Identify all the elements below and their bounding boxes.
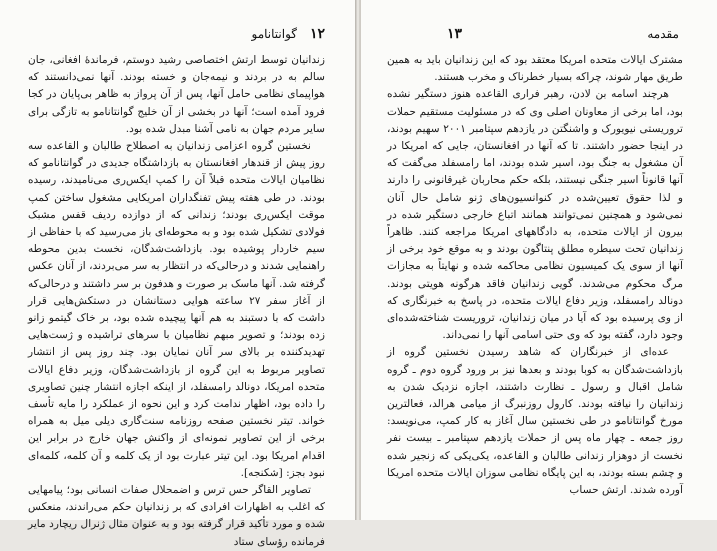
paragraph: عده‌ای از خبرنگاران که شاهد رسیدن نخستین گروه از بازداشت‌شدگان به کوبا بودند و بعدها نیز بر ورود گروه دوم ـ گروه شامل اقبال و رسول ـ نظارت داشتند، اجازه نزدیک شدن به زندانیان را نیافته بودند. کارول روزنبرگ از میامی هرالد، فعالترین مورخ گوانتانامو در طی نخستین سال آغاز به کار کمپ، می‌نویسد: روز جمعه ـ چهار ماه پس از حملات یازدهم سپتامبر ـ بیست نفر نخست از دوهزار زندانی طالبان و القاعده، یکی‌یکی که زنجیر شده و چشم بسته بودند، به این پایگاه نظامی سوزان ایالات متحده امریکا آورده شدند. ارتش حساب bbox=[387, 346, 683, 497]
paragraph: هرچند اسامه بن لادن، رهبر فراری القاعده هنوز دستگیر نشده بود، اما برخی از معاونان اصلی وی که در مسئولیت مستقیم حملات تروریستی نیویورک و واشنگتن در یازدهم سپتامبر ۲۰۰۱ سهیم بودند، در اینجا حضور داشتند. تا که آنها در افغانستان، جایی که امریکا در آن مشغول به جنگ بود، اسیر شده بودند، اما رامسفلد می‌گفت که آنها قانوناً اسیر جنگی نیستند، بلکه حکم محاربان غیرقانونی را دارند و لذا حقوق تعیین‌شده در کنوانسیون‌های ژنو شامل حال آنان نمی‌شود و همچنین نمی‌توانند همانند اتباع خارجی دستگیر شده در بیرون از ایالات متحده، به دادگاههای امریکا مراجعه کنند. ظاهراً زندانیان تحت سیطره مطلق پنتاگون بودند و به موقع خود برخی از آنها از سوی یک کمیسیون نظامی محاکمه شده و نهایتاً به مجازات مرگ محکوم می‌شدند. گویی زندانیان فاقد هرگونه هویتی بودند. دونالد رامسفلد، وزیر دفاع ایالات متحده، در پاسخ به خبرنگاری که از وی پرسیده بود که آیا در میان زندانیان، تروریست شناخته‌شده‌ای وجود دارد، گفته بود که وی حتی اسامی آنها را نمی‌داند. bbox=[387, 88, 683, 342]
page-number: ۱۲ bbox=[309, 26, 325, 42]
right-page bbox=[360, 0, 717, 520]
running-title: مقدمه bbox=[647, 27, 679, 41]
right-page-body bbox=[387, 52, 683, 499]
right-page-header bbox=[387, 26, 679, 48]
paragraph: نخستین گروه اعزامی زندانیان به اصطلاح طالبان و القاعده سه روز پیش از قندهار افغانستان به بازداشتگاه جدیدی در گوانتانامو که نظامیان ایالات متحده قبلاً آن را کمپ ایکس‌ری می‌نامیدند، رسیده بودند. در طی هفته پیش تفنگداران امریکایی مشغول ساختن کمپ موقت ایکس‌ری بودند؛ زندانی که از دوازده ردیف قفس مشبک فولادی تشکیل شده بود و به محوطه‌ای باز می‌رسید که با حفاظی از سیم خاردار پوشیده بود. بازداشت‌شدگان، نخست بدین محوطه راهنمایی شدند و درحالی‌که در انتظار به سر می‌بردند، از آنان عکس گرفته شد. آنها ماسک بر صورت و هدفون بر سر داشتند و درحالی‌که از آغاز سفر ۲۷ ساعته هوایی دستانشان در دستکش‌هایی قرار داشت که با دستبند به هم آنها پیچیده شده بود، بر خاک گیتمو زانو زده بودند؛ و تصویر مبهم نظامیان با سرهای تراشیده و ژست‌هایی تهدیدکننده بر بالای سر آنان نمایان بود. چند روز پس از انتشار تصاویر مربوط به این گروه از بازداشت‌شدگان، وزیر دفاع ایالات متحده امریکا، دونالد رامسفلد، از اینکه اجازه انتشار چنین تصاویری را داده بود، اظهار ندامت کرد و این نحوه از عملکرد را مایه تأسف خواند. تیتر نخستین صفحه روزنامه سنت‌گاری دیلی میل به همراه برخی از این تصاویر نمونه‌ای از واکنش جهان خارج در برابر این اقدام امریکا بود. این تیتر عبارت بود از یک کلمه و آن کلمه، کلمه‌ای نبود بجز: [شکنجه]. bbox=[28, 140, 325, 479]
running-title: گوانتانامو bbox=[251, 27, 297, 41]
left-page-body bbox=[28, 52, 325, 551]
paragraph: تصاویر القاگر حس ترس و اضمحلال صفات انسانی بود؛ پیامهایی که اغلب به اظهارات افرادی که بر زندانیان حکم می‌راندند، منعکس شده و مورد تأکید قرار گرفته بود و به عنوان مثال ژنرال ریچارد مایر فرمانده رؤسای ستاد bbox=[28, 484, 325, 548]
left-page bbox=[0, 0, 356, 548]
page-number: ۱۳ bbox=[447, 26, 463, 42]
paragraph: مشترک ایالات متحده امریکا معتقد بود که این زندانیان باید به همین طریق مهار شوند، چراکه بسیار خطرناک و مخرب هستند. bbox=[387, 54, 683, 84]
left-page-header bbox=[30, 26, 325, 48]
paragraph: زندانیان توسط ارتش اختصاصی رشید دوستم، فرماندهٔ افغانی، جان سالم به در بردند و نیمه‌جان و خسته بودند. آنها نمی‌دانستند که هواپیمای نظامی حامل آنها، پس از آن پرواز به ظاهر بی‌پایان در کجا فرود آمده است؛ آنها در بخشی از آن خلیج گوانتانامو به تازگی برای سایر مردم جهان به نامی آشنا مبدل شده بود. bbox=[28, 54, 325, 135]
